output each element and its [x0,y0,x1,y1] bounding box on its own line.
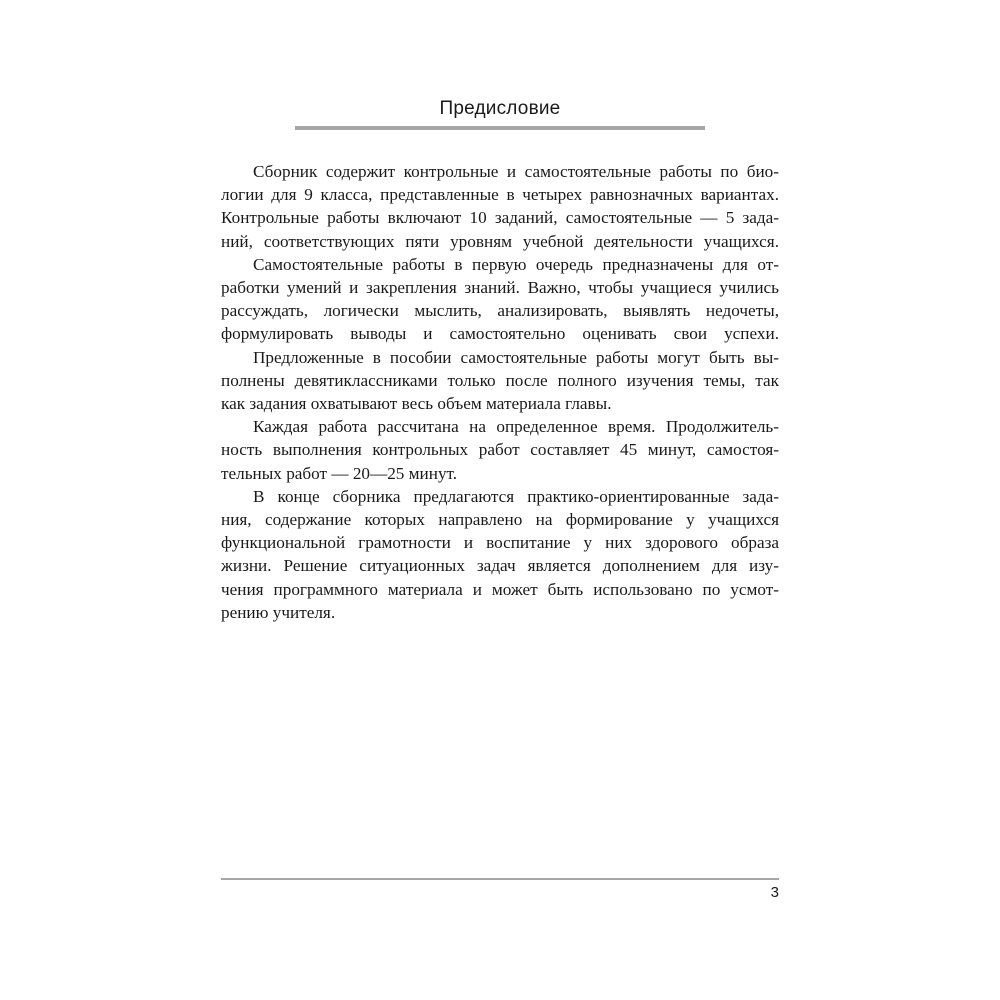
paragraph-3-line-3: как задания охватывают весь объем материала главы. [221,394,612,414]
paragraph-2-line-4: формулировать выводы и самостоятельно оценивать свои успехи. [221,324,779,344]
footer-rule [221,878,779,880]
paragraph-5-line-1: В конце сборника предлагаются практико-ориентированные зада- [253,486,779,506]
paragraph-1-line-4: ний, соответствующих пяти уровням учебной деятельности учащихся. [221,231,779,251]
paragraph-5-line-2: ния, содержание которых направлено на формирование у учащихся [221,510,779,530]
paragraph-2-line-3: рассуждать, логически мыслить, анализировать, выявлять недочеты, [221,301,779,321]
preface-body [221,160,779,624]
paragraph-5-line-6: рению учителя. [221,602,336,622]
paragraph-4-line-2: ность выполнения контрольных работ составляет 45 минут, самостоя- [221,440,779,460]
paragraph-2-line-2: работки умений и закрепления знаний. Важно, чтобы учащиеся учились [221,278,779,298]
paragraph-4-line-3: тельных работ — 20—25 минут. [221,463,458,483]
paragraph-5-line-3: функциональной грамотности и воспитание у них здорового образа [221,533,779,553]
paragraph-5-line-4: жизни. Решение ситуационных задач является дополнением для изу- [221,556,779,576]
page-title: Предисловие [439,98,561,119]
paragraph-3-line-2: полнены девятиклассниками только после полного изучения темы, так [221,370,779,390]
paragraph-4-line-1: Каждая работа рассчитана на определенное время. Продолжитель- [253,417,779,437]
paragraph-1-line-2: логии для 9 класса, представленные в четырех равнозначных вариантах. [221,185,779,205]
title-underline [295,126,705,130]
page-number: 3 [770,884,779,901]
paragraph-3-line-1: Предложенные в пособии самостоятельные работы могут быть вы- [253,347,779,367]
paragraph-2-line-1: Самостоятельные работы в первую очередь предназначены для от- [253,254,779,274]
paragraph-1-line-1: Сборник содержит контрольные и самостоятельные работы по био- [253,162,779,181]
paragraph-1-line-3: Контрольные работы включают 10 заданий, самостоятельные — 5 зада- [221,208,779,228]
paragraph-5-line-5: чения программного материала и может быть использовано по усмот- [221,579,779,599]
